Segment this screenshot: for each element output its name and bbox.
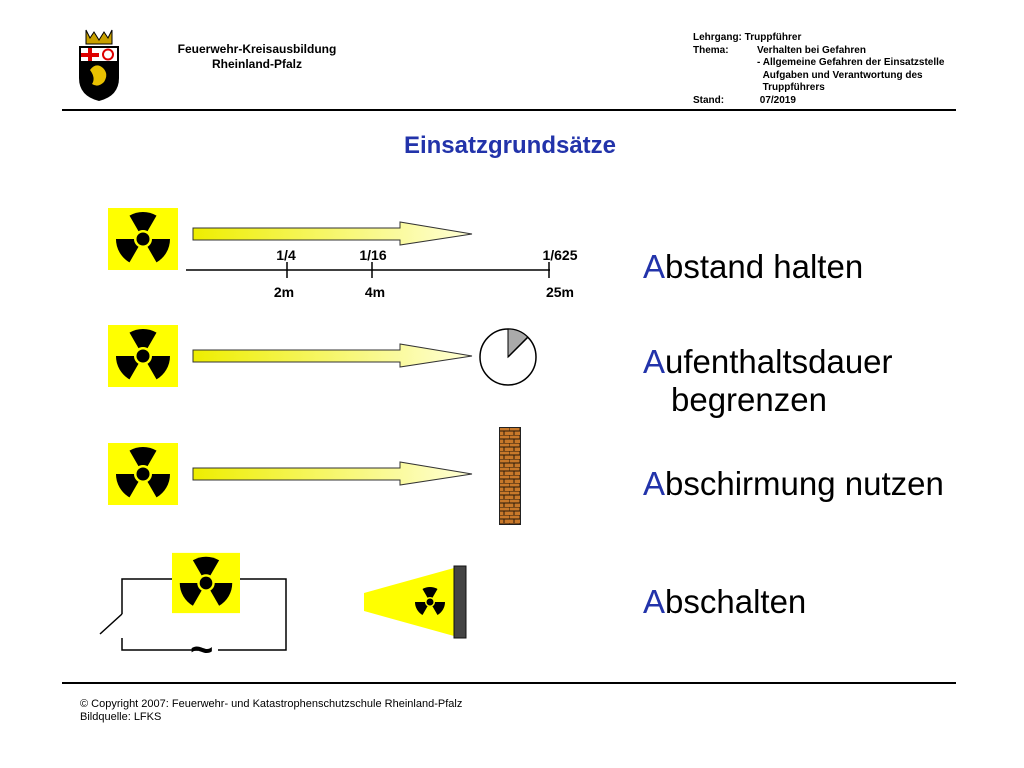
scale-fraction-1: 1/4 bbox=[276, 247, 296, 263]
image-source: Bildquelle: LFKS bbox=[80, 711, 162, 723]
ac-symbol: ~ bbox=[190, 628, 214, 672]
header-divider bbox=[62, 109, 956, 111]
principle-shielding: Abschirmung nutzen bbox=[643, 465, 944, 502]
footer-divider bbox=[62, 682, 956, 684]
thema-sub-1: - Allgemeine Gefahren der Einsatzstelle bbox=[757, 57, 945, 68]
radiation-beam-icon bbox=[362, 565, 468, 639]
arrow-icon bbox=[192, 461, 474, 485]
arrow-icon bbox=[192, 221, 474, 245]
principle-exposure-time: Aufenthaltsdauer begrenzen bbox=[643, 343, 893, 418]
slide-title: Einsatzgrundsätze bbox=[403, 132, 617, 159]
scale-fraction-2: 1/16 bbox=[359, 247, 387, 263]
course-meta bbox=[693, 32, 944, 107]
scale-fraction-3: 1/625 bbox=[542, 247, 578, 263]
scale-distance-2: 4m bbox=[364, 284, 386, 300]
coat-of-arms-icon bbox=[76, 26, 122, 102]
thema-label: Thema: bbox=[693, 44, 729, 56]
radiation-icon bbox=[172, 552, 240, 614]
copyright-text: © Copyright 2007: Feuerwehr- und Katastrophenschutzschule Rheinland-Pfalz bbox=[80, 698, 463, 710]
org-name-line1: Feuerwehr-Kreisausbildung bbox=[177, 42, 337, 56]
principle-distance: Abstand halten bbox=[643, 248, 864, 285]
distance-scale-axis bbox=[186, 261, 582, 281]
org-name-line2: Rheinland-Pfalz bbox=[211, 57, 302, 71]
thema-value: Verhalten bei Gefahren bbox=[757, 44, 866, 56]
scale-distance-1: 2m bbox=[273, 284, 295, 300]
stand-label: Stand: bbox=[693, 94, 725, 106]
lehrgang-value: Truppführer bbox=[744, 32, 802, 43]
brick-wall-icon bbox=[499, 427, 521, 525]
radiation-icon bbox=[108, 325, 178, 387]
thema-sub-3: Truppführers bbox=[762, 82, 825, 93]
scale-distance-3: 25m bbox=[545, 284, 575, 300]
principle-switch-off: Abschalten bbox=[643, 583, 807, 620]
stand-value: 07/2019 bbox=[759, 94, 796, 106]
arrow-icon bbox=[192, 343, 474, 367]
lehrgang-label: Lehrgang: bbox=[693, 32, 742, 43]
radiation-icon bbox=[108, 443, 178, 505]
thema-sub-2: Aufgaben und Verantwortung des bbox=[762, 69, 923, 81]
clock-icon bbox=[479, 327, 539, 387]
radiation-icon bbox=[108, 208, 178, 270]
